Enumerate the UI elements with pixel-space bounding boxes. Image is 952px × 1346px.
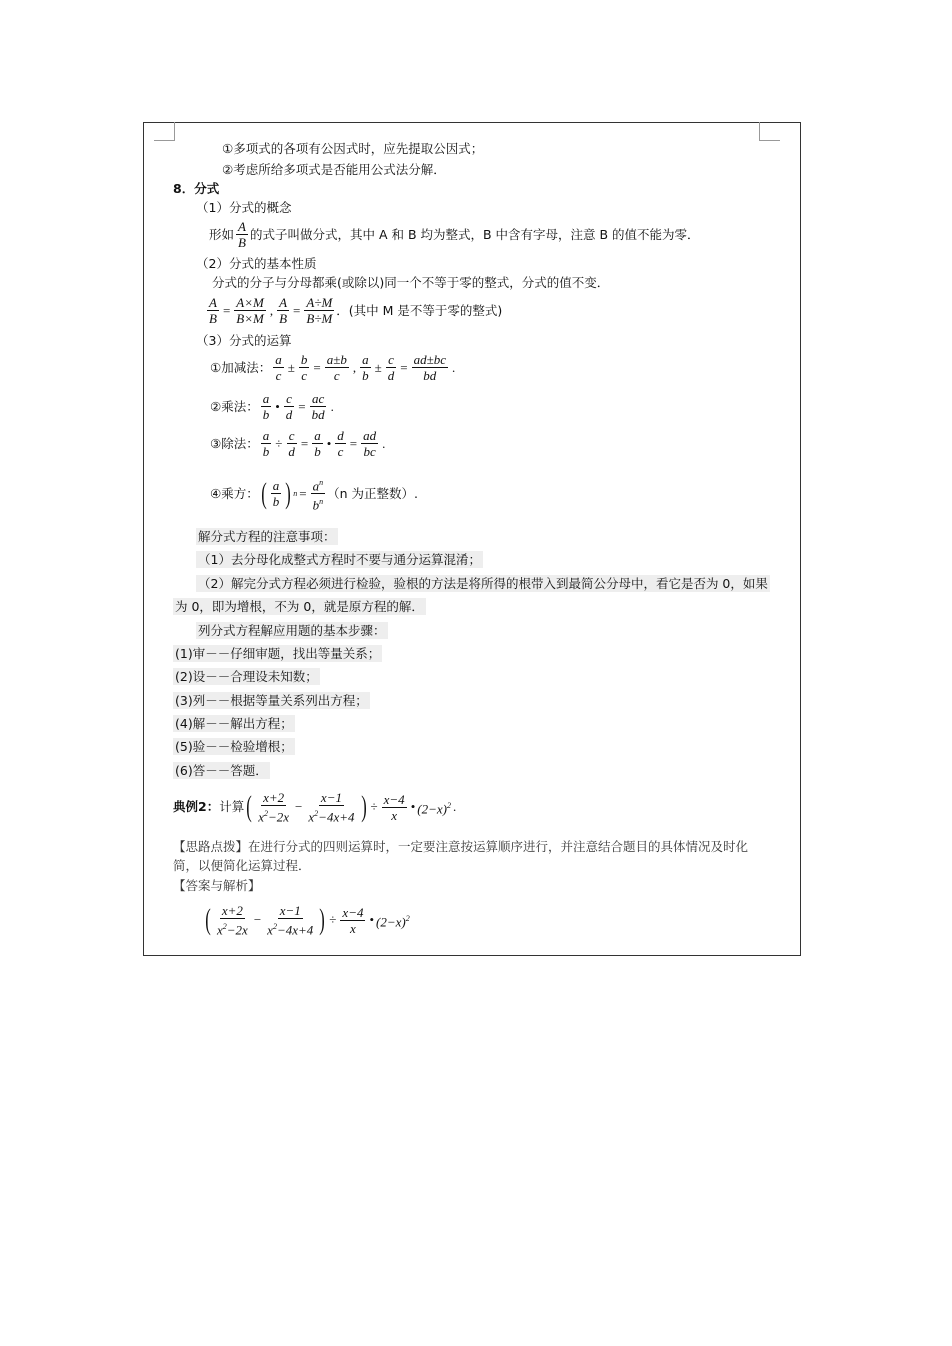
concept-heading: （1）分式的概念: [196, 200, 292, 215]
answer-heading: 【答案与解析】: [173, 878, 261, 893]
property-formula: $\frac{A}{B}$ = $\frac{A\times M}{B\times M}$ , $\frac{A}{B}$ = $\frac{A\div M}{B\div M}$ ．(其中 M 是不等于零的整式): [209, 295, 503, 326]
add-sub-rule: ①加减法： a c ± $\frac{b}{c}$ = $\frac{a\pm b}{c}$ , a b ± $\frac{c}{d}$ = $\frac{ad\pm bc}{bd}$ .: [210, 352, 456, 383]
note-item-2: （2）解完分式方程必须进行检验，验根的方法是将所得的根带入到最简公分母中，看它是否为 0，如果: [198, 576, 768, 591]
note-item-1: （1）去分母化成整式方程时不要与通分运算混淆；: [198, 552, 481, 567]
note-item-2-cont: 为 0，即为增根，不为 0，就是原方程的解．: [175, 599, 424, 614]
concept-post: 的式子叫做分式，其中 A 和 B 均为整式，B 中含有字母，注意 B 的值不能为零．: [249, 226, 700, 242]
concept-definition: [209, 219, 700, 250]
div-label: ③除法：: [210, 435, 259, 451]
step-item: (6)答－－答题．: [175, 763, 268, 778]
section-title: 8．分式: [173, 181, 220, 196]
step-item: (4)解－－解出方程；: [175, 716, 293, 731]
step-item: (5)验－－检验增根；: [175, 739, 293, 754]
hint-line-2: 简，以便简化运算过程．: [173, 858, 311, 873]
hint-line-1: 【思路点拨】在进行分式的四则运算时，一定要注意按运算顺序进行，并注意结合题目的具体情况及时化: [173, 839, 749, 854]
property-text: 分式的分子与分母都乘(或除以)同一个不等于零的整式，分式的值不变．: [212, 275, 610, 290]
concept-pre: 形如: [209, 226, 235, 242]
example-verb: 计算: [219, 799, 245, 815]
add-label: ①加减法：: [210, 359, 272, 375]
steps-heading: 列分式方程解应用题的基本步骤：: [198, 623, 386, 638]
notes-heading: 解分式方程的注意事项：: [198, 529, 336, 544]
example-problem: 典例2： 计算 ( x+2 $x^2-2x$ − $\frac{x-1}{x^2-4x+4}$ ) ÷ $\frac{x-4}{x}$ • $(2-x)^2$ .: [173, 790, 457, 825]
step-item: (3)列－－根据等量关系列出方程；: [175, 693, 368, 708]
step-item: (1)审－－仔细审题，找出等量关系；: [175, 646, 381, 661]
pow-rule: ④乘方： ( a b ) n = $\frac{a^n}{b^n}$ （n 为正整数）.: [210, 476, 418, 513]
property-note: ．(其中 M 是不等于零的整式): [336, 302, 503, 318]
div-rule: ③除法： $\frac{a}{b}$ ÷ $\frac{c}{d}$ = $\frac{a}{b}$ • $\frac{d}{c}$ = $\frac{ad}{bc}$ .: [210, 428, 386, 459]
mul-rule: ②乘法： a b • $\frac{c}{d}$ = $\frac{ac}{bd}$ .: [210, 391, 334, 422]
answer-expression: ( x+2 $x^2-2x$ − $\frac{x-1}{x^2-4x+4}$ ) ÷ $\frac{x-4}{x}$ • $(2-x)^2$: [205, 903, 410, 938]
pow-label: ④乘方：: [210, 485, 259, 501]
example-label: 典例2：: [173, 799, 220, 815]
fraction-a-over-b: A B: [238, 219, 246, 250]
mul-label: ②乘法：: [210, 398, 259, 414]
crop-mark-left: [154, 122, 175, 141]
step-item: (2)设－－合理设未知数；: [175, 669, 318, 684]
pow-note: （n 为正整数）.: [327, 485, 418, 501]
property-heading: （2）分式的基本性质: [196, 256, 317, 271]
crop-mark-right: [759, 122, 780, 141]
factor-tip-2: ②考虑所给多项式是否能用公式法分解．: [222, 162, 446, 177]
factor-tip-1: ①多项式的各项有公因式时，应先提取公因式；: [222, 141, 484, 156]
ops-heading: （3）分式的运算: [196, 333, 292, 348]
